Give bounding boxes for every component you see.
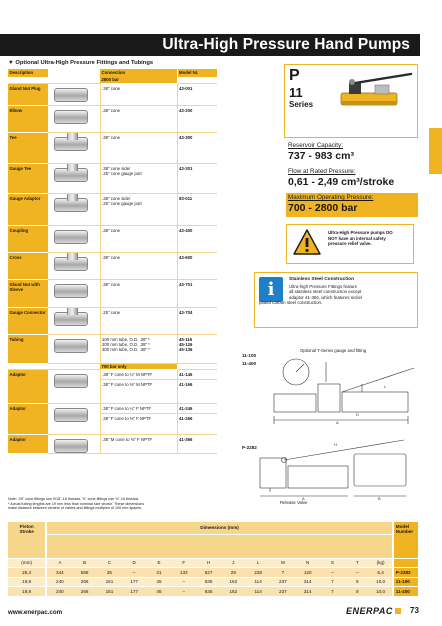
stroke-label: Stroke	[19, 529, 34, 534]
dimension-value: 151	[97, 577, 122, 587]
dimension-value: 177	[122, 587, 147, 597]
release-valve-caption: Release Valve	[280, 500, 308, 505]
model-number: 11-100	[394, 577, 418, 587]
dimension-value: 240	[47, 587, 72, 597]
flow-label: Flow at Rated Pressure:	[288, 168, 356, 175]
fitting-image	[48, 307, 100, 334]
fitting-photo	[54, 137, 88, 151]
fitting-model: 43-301	[177, 163, 217, 193]
piston-label: Piston	[19, 524, 34, 529]
dimension-value: 120	[295, 568, 320, 578]
fitting-image	[48, 105, 100, 132]
fitting-image	[48, 334, 100, 363]
dimension-letter	[171, 534, 196, 558]
dimension-letter: F	[171, 558, 196, 568]
dimension-value: 314	[295, 587, 320, 597]
svg-text:L: L	[384, 384, 387, 389]
dimension-letter	[72, 534, 97, 558]
dimension-letter	[122, 534, 147, 558]
reservoir-label: Reservoir Capacity:	[288, 142, 343, 149]
dimension-value: 35	[97, 568, 122, 578]
fittings-rows-700	[8, 369, 217, 453]
flow-value: 0,61 - 2,49 cm³/stroke	[288, 176, 395, 188]
fitting-row	[8, 105, 217, 132]
dimension-letter: J	[221, 558, 246, 568]
series-number: 11	[289, 85, 303, 100]
dimension-letter: N	[295, 558, 320, 568]
weight-value: 10,0	[370, 577, 392, 587]
info-text: Ultra-high Pressure Fittings feature all stainless steel construction except adaptor 41-366, which features nickel plated carbon steel construction.	[259, 284, 362, 306]
fitting-model: 43-300	[177, 132, 217, 163]
band-2800: 2800 bar	[100, 77, 177, 83]
fitting-photo	[54, 168, 88, 182]
fitting-photo	[54, 198, 88, 212]
page-title: Ultra-High Pressure Hand Pumps	[162, 36, 410, 53]
fitting-connection: .38" cone side/ .25" cone gauge port	[100, 193, 177, 225]
fitting-connection: .38" cone	[100, 225, 177, 252]
model-label: Model	[395, 524, 410, 529]
dimension-letter	[221, 534, 246, 558]
dimension-value: 558	[72, 568, 97, 578]
fitting-description: Cross	[8, 252, 48, 279]
dimension-value: 114	[246, 587, 271, 597]
weight-value: 6,4	[370, 568, 392, 578]
dimension-value: 45	[147, 577, 172, 587]
fitting-row	[8, 163, 217, 193]
page-number: 73	[410, 606, 419, 615]
model-cell	[394, 558, 418, 568]
drawing-a-caption: Optional T-Series gauge and fitting	[300, 348, 367, 353]
svg-text:A: A	[336, 420, 339, 425]
units-mm: (mm)	[8, 558, 45, 568]
blank-cell	[370, 534, 392, 558]
dimension-value: 266	[72, 577, 97, 587]
dimension-value: 133	[171, 568, 196, 578]
dimension-value: 9	[345, 587, 370, 597]
fitting-model: 41-246 41-266	[177, 403, 217, 434]
units-row	[8, 558, 418, 568]
dimension-letter	[196, 534, 221, 558]
dimension-letter: C	[97, 558, 122, 568]
reservoir-value: 737 - 983 cm³	[288, 150, 354, 162]
dimension-letter	[246, 534, 271, 558]
dimension-letter	[295, 534, 320, 558]
dimension-letter: M	[271, 558, 296, 568]
fitting-row	[8, 434, 217, 453]
dimension-letter	[47, 534, 72, 558]
fitting-image	[48, 279, 100, 307]
stroke-value: 25,4	[8, 568, 45, 578]
fittings-note: Note: .25" cone fittings use 9/16"-18 threads, ⅜" cone fittings use ⅜"-16 threads. * Actual tubing lengths are 19 mm less than nominal size shown. These dimensions make distance between centers of valves and fittings multiples of 100 mm spaces.	[8, 497, 145, 511]
fitting-photo	[54, 88, 88, 102]
fitting-photo	[54, 408, 88, 422]
dimension-value: 7	[271, 568, 296, 578]
fitting-image	[48, 163, 100, 193]
drawing-a-model-1: 11-100	[242, 353, 257, 358]
fitting-image	[48, 193, 100, 225]
stroke-value: 19,8	[8, 587, 45, 597]
pump-drawing-p2282	[254, 436, 422, 506]
fitting-photo	[54, 257, 88, 271]
model-number: 11-400	[394, 587, 418, 597]
fitting-model: 43-001	[177, 83, 217, 105]
fitting-photo	[54, 284, 88, 298]
fitting-description: Tee	[8, 132, 48, 163]
brand-mark	[395, 608, 401, 614]
fitting-photo	[54, 230, 88, 244]
series-word: Series	[289, 100, 314, 109]
drawing-b-model: P-2282	[242, 445, 257, 450]
dimension-value: 162	[221, 577, 246, 587]
info-box	[254, 272, 418, 328]
dimension-value: 31	[147, 568, 172, 578]
fitting-model: 41-146 41-166	[177, 369, 217, 403]
fitting-model: 45-116 45-126 45-136	[177, 334, 217, 363]
pressure-value: 700 - 2800 bar	[288, 202, 358, 214]
footer-url[interactable]: www.enerpac.com	[8, 609, 63, 616]
fitting-connection: .38" cone side/ .25" cone gauge port	[100, 163, 177, 193]
fitting-image	[48, 434, 100, 453]
fitting-photo	[54, 110, 88, 124]
dimension-value: 45	[147, 587, 172, 597]
fitting-description: Gauge Adaptor	[8, 193, 48, 225]
dimension-letter: A	[47, 558, 72, 568]
fitting-photo	[54, 374, 88, 388]
model-number-header	[394, 522, 418, 558]
dimension-letter: E	[147, 558, 172, 568]
fitting-connection: .38" cone	[100, 132, 177, 163]
header-bar	[0, 34, 420, 56]
pump-drawing-side-view	[266, 354, 422, 428]
fitting-row	[8, 334, 217, 363]
dimension-value: 7	[320, 587, 345, 597]
dimension-value: –	[345, 568, 370, 578]
fitting-connection: 100 mm tube, O.D. .38" * 200 mm tube, O.D. .38" * 300 mm tube, O.D. .38" *	[100, 334, 177, 363]
dimension-value: 314	[295, 577, 320, 587]
section-title: ▼ Optional Ultra-High Pressure Fittings and Tubings	[8, 60, 154, 66]
dimension-letter: T	[345, 558, 370, 568]
fitting-description: Gland Nut with Sleeve	[8, 279, 48, 307]
fittings-table	[8, 69, 218, 454]
stroke-value: 19,8	[8, 577, 45, 587]
dimension-value: 527	[196, 568, 221, 578]
dimension-value: –	[122, 568, 147, 578]
fitting-model: 43-600	[177, 252, 217, 279]
dimension-value: 29	[221, 568, 246, 578]
fitting-description: Elbow	[8, 105, 48, 132]
dimension-value: 177	[122, 577, 147, 587]
svg-text:A: A	[302, 496, 305, 501]
fitting-model: 83-011	[177, 193, 217, 225]
dimension-letter: D	[122, 558, 147, 568]
model-number: P-2282	[394, 568, 418, 578]
series-letter: P	[289, 67, 300, 84]
warning-text: Ultra-High Pressure pumps DO NOT have an internal safety pressure relief valve.	[328, 230, 393, 247]
fitting-row	[8, 193, 217, 225]
warning-box	[286, 224, 414, 264]
fitting-connection: .25" cone	[100, 307, 177, 334]
dimension-value: –	[171, 577, 196, 587]
piston-stroke-header	[8, 522, 45, 558]
fitting-description: Gauge Tee	[8, 163, 48, 193]
pressure-label: Maximum Operating Pressure:	[288, 194, 374, 201]
info-icon: i	[259, 277, 283, 302]
fitting-model: 41-366	[177, 434, 217, 453]
fitting-description: Tubing	[8, 334, 48, 363]
fitting-model: 43-400	[177, 225, 217, 252]
dimension-letter	[320, 534, 345, 558]
fitting-description: Coupling	[8, 225, 48, 252]
fitting-description: Gauge Connector	[8, 307, 48, 334]
table-row	[8, 587, 418, 597]
number-label: Number	[395, 529, 414, 534]
dimension-letter: B	[72, 558, 97, 568]
col-description: Description	[8, 69, 48, 77]
fitting-description: Adaptor	[8, 403, 48, 434]
dimension-value: 635	[196, 587, 221, 597]
fittings-rows-2800	[8, 83, 217, 363]
units-kg: (kg)	[370, 558, 392, 568]
brand-logo: ENERPAC	[346, 606, 393, 616]
fitting-image	[48, 252, 100, 279]
col-connection: Connection	[100, 69, 177, 77]
dimension-letter: L	[246, 558, 271, 568]
fitting-photo	[54, 439, 88, 453]
fitting-photo	[54, 339, 88, 353]
dimension-value: 635	[196, 577, 221, 587]
fitting-connection: .38" F cone to ¼" F NPTF .38" F cone to ⅜" F NPTF	[100, 403, 177, 434]
fitting-image	[48, 132, 100, 163]
fitting-row	[8, 252, 217, 279]
dimension-value: 240	[47, 577, 72, 587]
dimension-value: 114	[246, 577, 271, 587]
info-title: Stainless Steel Construction	[289, 277, 355, 282]
fitting-row	[8, 307, 217, 334]
fitting-image	[48, 225, 100, 252]
dimensions-title: Dimensions (mm)	[47, 522, 391, 534]
dimension-value: –	[320, 568, 345, 578]
fitting-description: Gland Nut Plug	[8, 83, 48, 105]
svg-text:B: B	[378, 496, 381, 501]
dimension-value: –	[171, 587, 196, 597]
fitting-row	[8, 403, 217, 434]
fitting-connection: .38" F cone to ¼" M NPTF .38" F cone to ⅜" M NPTF	[100, 369, 177, 403]
col-model: Model Nr.	[177, 69, 217, 77]
dimension-value: 237	[271, 577, 296, 587]
hand-pump-photo	[335, 71, 415, 111]
dimensions-table	[8, 522, 418, 597]
warning-icon	[293, 229, 321, 255]
fitting-model: 43-701	[177, 279, 217, 307]
dimension-value: 228	[246, 568, 271, 578]
fitting-connection: .38" cone	[100, 279, 177, 307]
dimension-value: 9	[345, 577, 370, 587]
fitting-row	[8, 279, 217, 307]
table-row	[8, 568, 418, 578]
fitting-row	[8, 369, 217, 403]
dimension-value: 237	[271, 587, 296, 597]
section-tab	[429, 128, 442, 174]
dimension-letter	[345, 534, 370, 558]
dimension-value: 7	[320, 577, 345, 587]
fitting-image	[48, 403, 100, 434]
fitting-row	[8, 83, 217, 105]
dimension-letter: S	[320, 558, 345, 568]
dimension-value: 162	[221, 587, 246, 597]
drawing-a-model-2: 11-400	[242, 361, 257, 366]
fitting-row	[8, 132, 217, 163]
fitting-connection: .38" cone	[100, 83, 177, 105]
fitting-row	[8, 225, 217, 252]
weight-value: 10,0	[370, 587, 392, 597]
dimension-value: 344	[47, 568, 72, 578]
dimension-value: 151	[97, 587, 122, 597]
fitting-image	[48, 369, 100, 403]
spacer	[392, 534, 394, 558]
table-row	[8, 577, 418, 587]
dimension-letter: H	[196, 558, 221, 568]
fitting-connection: .38" M cone to ⅜" F NPTF	[100, 434, 177, 453]
fitting-connection: .38" cone	[100, 105, 177, 132]
fitting-description: Adaptor	[8, 434, 48, 453]
series-card	[284, 64, 418, 138]
dimension-value: 266	[72, 587, 97, 597]
dimension-letter	[271, 534, 296, 558]
fitting-description: Adaptor	[8, 369, 48, 403]
fitting-image	[48, 83, 100, 105]
fitting-photo	[54, 312, 88, 326]
fitting-connection: .38" cone	[100, 252, 177, 279]
svg-text:D: D	[356, 412, 359, 417]
fitting-model: 43-704	[177, 307, 217, 334]
dimension-letter	[97, 534, 122, 558]
band-700: 700 bar only	[100, 363, 177, 369]
fitting-model: 43-200	[177, 105, 217, 132]
dimension-letter	[147, 534, 172, 558]
svg-text:H: H	[334, 442, 337, 447]
